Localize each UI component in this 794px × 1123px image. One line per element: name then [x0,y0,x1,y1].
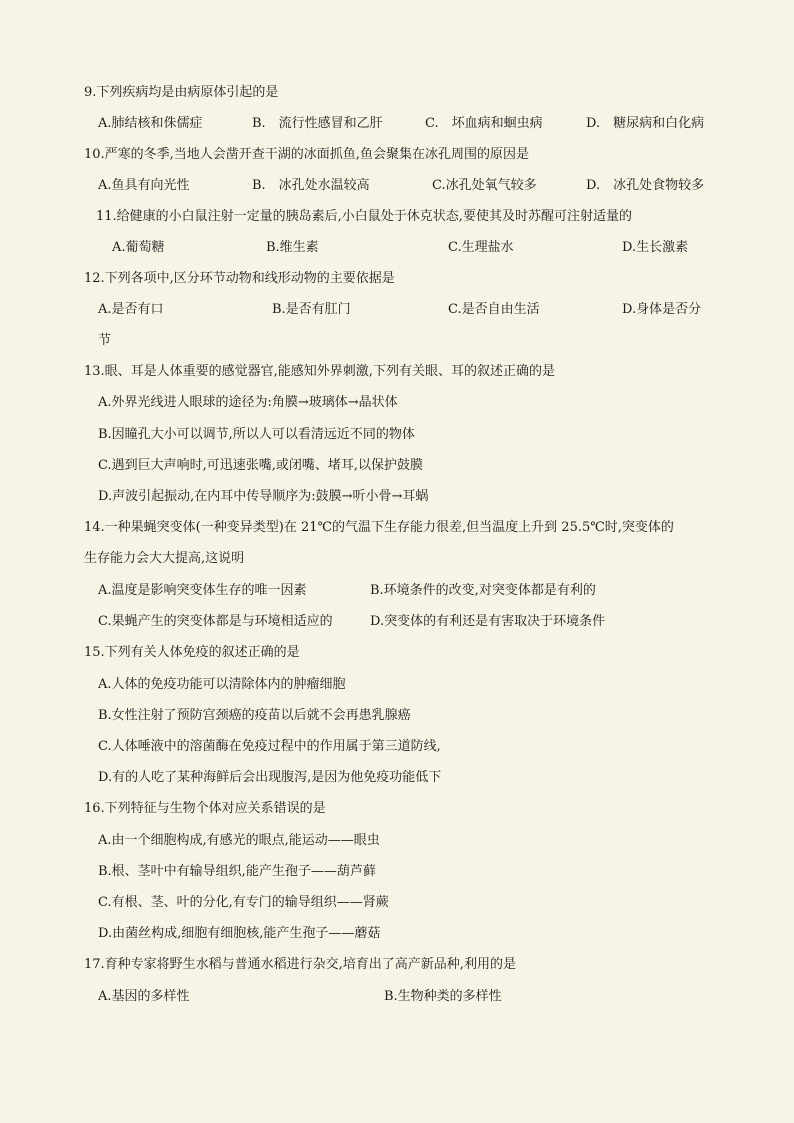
q12-option-d-continuation: 节 [98,333,112,348]
q15-option-a: A.人体的免疫功能可以清除体内的肿瘤细胞 [98,677,346,692]
q10-option-c: C.冰孔处氧气较多 [432,178,537,193]
q12-option-a: A.是否有口 [98,302,164,317]
q12-option-b: B.是否有肛门 [272,302,351,317]
q14-option-c: C.果蝇产生的突变体都是与环境相适应的 [98,614,333,629]
q16-option-b: B.根、茎叶中有输导组织,能产生孢子——葫芦藓 [98,864,376,879]
question-9-stem: 9.下列疾病均是由病原体引起的是 [84,85,279,100]
q9-option-d: D. 糖尿病和白化病 [586,116,705,131]
q9-option-c: C. 坏血病和蛔虫病 [425,116,543,131]
q9-option-a: A.肺结核和侏儒症 [98,116,203,131]
question-14-stem: 14.一种果蝇突变体(一种变异类型)在 21℃的气温下生存能力很差,但当温度上升到 25.5℃时,突变体的 [84,520,674,535]
q15-option-c: C.人体唾液中的溶菌酶在免疫过程中的作用属于第三道防线, [98,739,441,754]
q10-option-d: D. 冰孔处食物较多 [586,178,705,193]
question-17-stem: 17.育种专家将野生水稻与普通水稻进行杂交,培育出了高产新品种,利用的是 [84,957,516,972]
question-15-stem: 15.下列有关人体免疫的叙述正确的是 [84,645,300,660]
q16-option-c: C.有根、茎、叶的分化,有专门的输导组织——肾蕨 [98,895,389,910]
question-10-stem: 10.严寒的冬季,当地人会凿开查干湖的冰面抓鱼,鱼会聚集在冰孔周围的原因是 [84,147,529,162]
question-16-stem: 16.下列特征与生物个体对应关系错误的是 [84,801,326,816]
q15-option-d: D.有的人吃了某种海鲜后会出现腹泻,是因为他免疫功能低下 [98,770,442,785]
q14-option-b: B.环境条件的改变,对突变体都是有利的 [370,583,596,598]
q10-option-b: B. 冰孔处水温较高 [252,178,370,193]
q14-option-d: D.突变体的有利还是有害取决于环境条件 [370,614,606,629]
q11-option-a: A.葡萄糖 [112,240,165,255]
question-12-stem: 12.下列各项中,区分环节动物和线形动物的主要依据是 [84,271,395,286]
q13-option-c: C.遇到巨大声响时,可迅速张嘴,或闭嘴、堵耳,以保护鼓膜 [98,458,424,473]
q11-option-c: C.生理盐水 [448,240,514,255]
q15-option-b: B.女性注射了预防宫颈癌的疫苗以后就不会再患乳腺癌 [98,708,411,723]
q11-option-b: B.维生素 [266,240,319,255]
q11-option-d: D.生长激素 [622,240,689,255]
q13-option-b: B.因瞳孔大小可以调节,所以人可以看清远近不同的物体 [98,427,415,442]
q16-option-a: A.由一个细胞构成,有感光的眼点,能运动——眼虫 [98,833,380,848]
question-13-stem: 13.眼、耳是人体重要的感觉器官,能感知外界刺激,下列有关眼、耳的叙述正确的是 [84,364,555,379]
q13-option-a: A.外界光线进人眼球的途径为:角膜→玻璃体→晶状体 [98,395,398,410]
q16-option-d: D.由菌丝构成,细胞有细胞核,能产生孢子——蘑菇 [98,926,381,941]
question-14-stem-line2: 生存能力会大大提高,这说明 [84,551,245,566]
q14-option-a: A.温度是影响突变体生存的唯一因素 [98,583,307,598]
q10-option-a: A.鱼具有向光性 [98,178,190,193]
q17-option-a: A.基因的多样性 [98,989,190,1004]
q12-option-d: D.身体是否分 [622,302,702,317]
q13-option-d: D.声波引起振动,在内耳中传导顺序为:鼓膜→听小骨→耳蜗 [98,489,429,504]
q17-option-b: B.生物种类的多样性 [384,989,502,1004]
question-11-stem: 11.给健康的小白鼠注射一定量的胰岛素后,小白鼠处于休克状态,要使其及时苏醒可注射适量的 [96,209,632,224]
q12-option-c: C.是否自由生活 [448,302,540,317]
q9-option-b: B. 流行性感冒和乙肝 [252,116,383,131]
